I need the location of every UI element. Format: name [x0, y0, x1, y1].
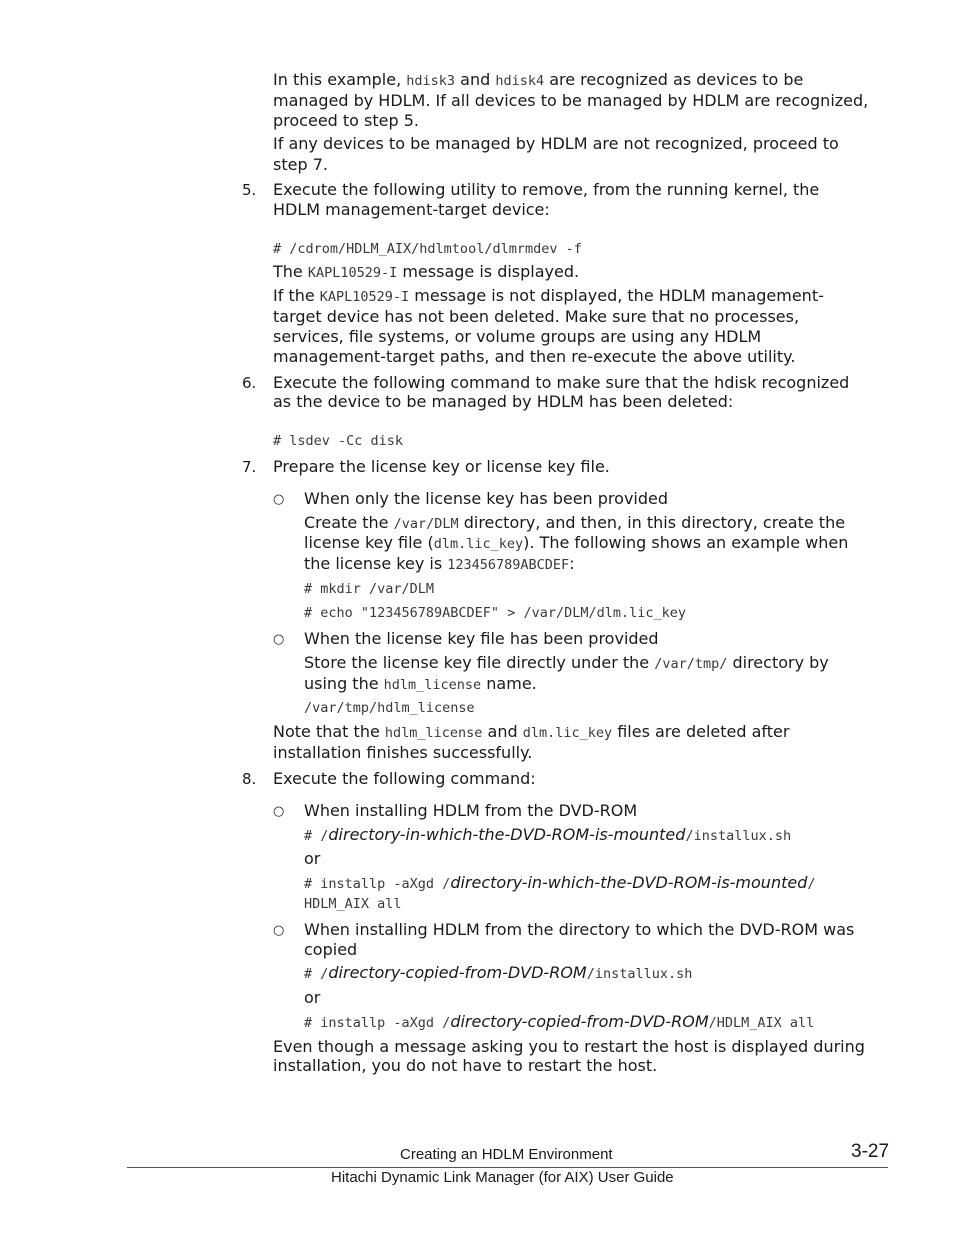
footer-book-title: Hitachi Dynamic Link Manager (for AIX) User Guide — [331, 1169, 674, 1186]
step-number: 6. — [242, 374, 257, 392]
step7-bullet-a-title: When only the license key has been provided — [304, 489, 669, 508]
step7-bullet-b-title: When the license key file has been provided — [304, 629, 659, 648]
bullet-icon: ○ — [273, 923, 285, 938]
intro-line-2: managed by HDLM. If all devices to be managed by HDLM are recognized, — [273, 91, 869, 110]
step-number: 7. — [242, 458, 257, 476]
step7-note-line-1: Note that the hdlm_license and dlm.lic_key files are deleted after — [273, 722, 790, 741]
step5-para-line-4: management-target paths, and then re-execute the above utility. — [273, 347, 796, 366]
step5-para-line-3: services, file systems, or volume groups are using any HDLM — [273, 327, 762, 346]
step8-end-line-1: Even though a message asking you to restart the host is displayed during — [273, 1037, 865, 1056]
step8-bullet-b-title-2: copied — [304, 940, 358, 959]
step7-bullet-a-line-1: Create the /var/DLM directory, and then, in this directory, create the — [304, 513, 846, 532]
step7-line-1: Prepare the license key or license key file. — [273, 457, 610, 476]
step8-bullet-b-command-1: # /directory-copied-from-DVD-ROM/installux.sh — [304, 963, 693, 982]
step8-bullet-b-title-1: When installing HDLM from the directory to which the DVD-ROM was — [304, 920, 855, 939]
step8-bullet-a-title: When installing HDLM from the DVD-ROM — [304, 801, 638, 820]
step6-line-1: Execute the following command to make sure that the hdisk recognized — [273, 373, 850, 392]
step-number: 8. — [242, 770, 257, 788]
bullet-icon: ○ — [273, 632, 285, 647]
step7-bullet-a-line-3: the license key is 123456789ABCDEF: — [304, 554, 575, 573]
step5-para-line-2: target device has not been deleted. Make sure that no processes, — [273, 307, 800, 326]
step7-note-line-2: installation finishes successfully. — [273, 743, 533, 762]
step8-bullet-a-or: or — [304, 849, 321, 868]
step8-bullet-a-command-2: # installp -aXgd /directory-in-which-the-DVD-ROM-is-mounted/ — [304, 873, 816, 892]
step6-line-2: as the device to be managed by HDLM has been deleted: — [273, 392, 734, 411]
step7-bullet-a-line-2: license key file (dlm.lic_key). The following shows an example when — [304, 533, 849, 552]
footer-section-title: Creating an HDLM Environment — [400, 1146, 613, 1163]
step8-bullet-b-or: or — [304, 988, 321, 1007]
step5-command: # /cdrom/HDLM_AIX/hdlmtool/dlmrmdev -f — [273, 241, 582, 257]
intro-line-1: In this example, hdisk3 and hdisk4 are recognized as devices to be — [273, 70, 804, 89]
step8-end-line-2: installation, you do not have to restart the host. — [273, 1056, 658, 1075]
step5-line-2: HDLM management-target device: — [273, 200, 550, 219]
intro-line-5: step 7. — [273, 155, 328, 174]
step5-line-1: Execute the following utility to remove, from the running kernel, the — [273, 180, 820, 199]
step8-line-1: Execute the following command: — [273, 769, 536, 788]
step8-bullet-a-command-1: # /directory-in-which-the-DVD-ROM-is-mounted/installux.sh — [304, 825, 792, 844]
step8-bullet-b-command-2: # installp -aXgd /directory-copied-from-DVD-ROM/HDLM_AIX all — [304, 1012, 815, 1031]
intro-line-3: proceed to step 5. — [273, 111, 420, 130]
step7-license-path: /var/tmp/hdlm_license — [304, 700, 475, 716]
bullet-icon: ○ — [273, 492, 285, 507]
step7-mkdir-command: # mkdir /var/DLM — [304, 581, 435, 597]
step7-bullet-b-line-2: using the hdlm_license name. — [304, 674, 537, 693]
step5-para-line-1: If the KAPL10529-I message is not displayed, the HDLM management- — [273, 286, 824, 305]
step7-echo-command: # echo "123456789ABCDEF" > /var/DLM/dlm.lic_key — [304, 605, 687, 621]
step6-command: # lsdev -Cc disk — [273, 433, 404, 449]
step8-bullet-a-command-2-cont: HDLM_AIX all — [304, 896, 402, 912]
step5-message-line: The KAPL10529-I message is displayed. — [273, 262, 580, 281]
intro-line-4: If any devices to be managed by HDLM are not recognized, proceed to — [273, 134, 839, 153]
page-number: 3-27 — [851, 1141, 890, 1162]
step7-bullet-b-line-1: Store the license key file directly under the /var/tmp/ directory by — [304, 653, 829, 672]
bullet-icon: ○ — [273, 804, 285, 819]
step-number: 5. — [242, 181, 257, 199]
